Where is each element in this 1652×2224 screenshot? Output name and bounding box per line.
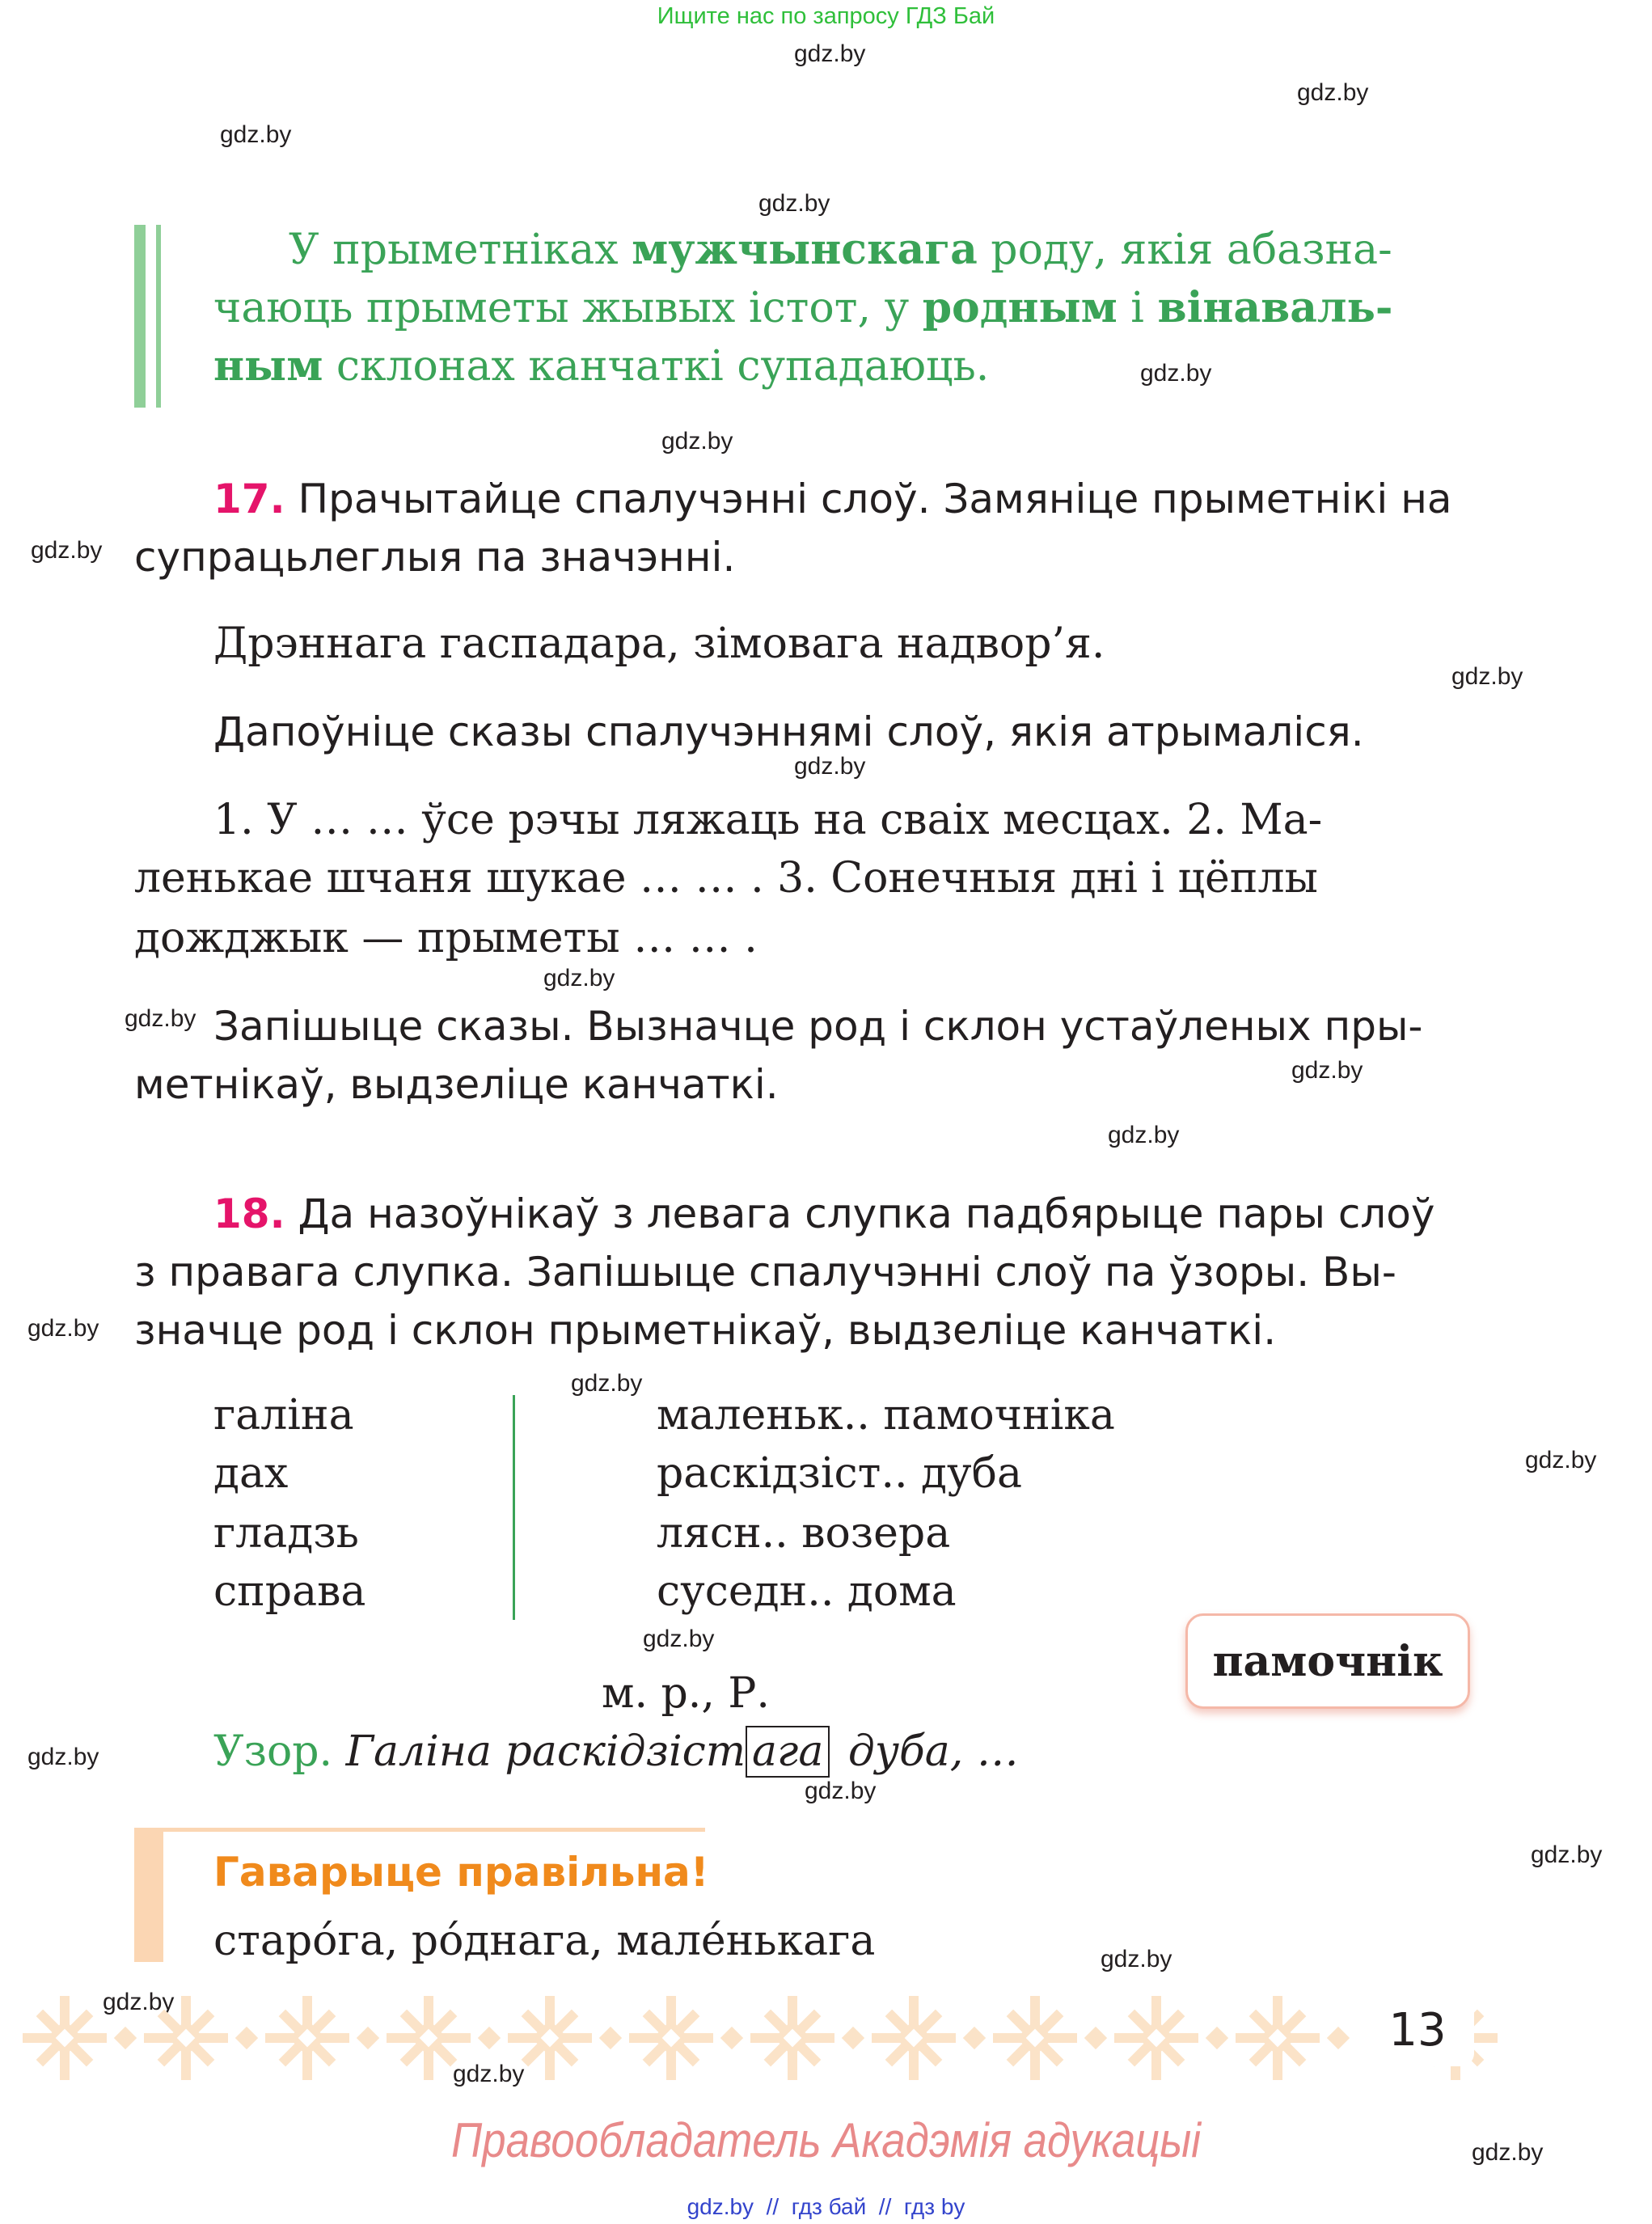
ornament-flake: [629, 1996, 713, 2080]
ornament-flake: [993, 1996, 1077, 2080]
right-column-word: суседн.. дома: [657, 1567, 957, 1616]
watermark: gdz.by: [1451, 663, 1523, 690]
speak-box-top-line: [134, 1828, 705, 1832]
ex17-sentence-line-3: дожджык — прыметы … … .: [134, 914, 758, 962]
watermark: gdz.by: [103, 1989, 175, 2015]
watermark: gdz.by: [1140, 360, 1212, 387]
left-column-word: справа: [213, 1567, 366, 1616]
watermark: gdz.by: [125, 1005, 196, 1032]
ornament-diamond: [963, 2027, 986, 2049]
watermark: gdz.by: [31, 537, 103, 564]
ornament-diamond: [114, 2027, 137, 2049]
ex17-final-line-1: Запішыце сказы. Вызначце род і склон устаўленых пры-: [213, 1003, 1423, 1050]
right-column-word: раскідзіст.. дуба: [657, 1449, 1022, 1498]
ex17-sentence-line-1: 1. У … … ўсе рэчы ляжаць на сваіх месцах. 2. Ма-: [213, 796, 1323, 844]
rule-bar-outer: [134, 225, 146, 408]
ex17-phrases: Дрэннага гаспадара, зімовага надвор’я.: [213, 619, 1105, 668]
watermark: gdz.by: [27, 1744, 99, 1770]
watermark: gdz.by: [758, 190, 830, 217]
pattern-annotation: м. р., Р.: [602, 1669, 770, 1718]
watermark: gdz.by: [543, 965, 615, 991]
right-column-word: лясн.. возера: [657, 1509, 951, 1558]
ornament-diamond: [1084, 2027, 1107, 2049]
right-column-word: маленьк.. памочніка: [657, 1391, 1115, 1440]
page-number-box: [1361, 1994, 1474, 2066]
ornament-diamond: [357, 2027, 379, 2049]
watermark: gdz.by: [661, 428, 733, 455]
watermark: gdz.by: [1297, 79, 1369, 106]
ornament-diamond: [599, 2027, 622, 2049]
ornament-flake: [1236, 1996, 1320, 2080]
watermark: gdz.by: [1291, 1057, 1363, 1084]
ornament-flake: [144, 1996, 228, 2080]
ornament-diamond: [720, 2027, 743, 2049]
watermark: gdz.by: [1525, 1447, 1597, 1474]
watermark: gdz.by: [794, 753, 866, 780]
watermark: gdz.by: [453, 2061, 525, 2087]
ornament-diamond: [842, 2027, 864, 2049]
speak-title: Гаварыце правільна!: [213, 1849, 709, 1896]
watermark: gdz.by: [1108, 1122, 1180, 1148]
ornament-flake: [1114, 1996, 1198, 2080]
pattern-line: Узор. Галіна раскідзіст ага дуба, …: [213, 1727, 1019, 1776]
footer-links[interactable]: gdz.by // гдз бай // гдз by: [687, 2194, 965, 2219]
helper-button[interactable]: [1185, 1613, 1470, 1709]
watermark: gdz.by: [1531, 1841, 1603, 1868]
pattern-label: Узор.: [213, 1727, 333, 1776]
watermark: gdz.by: [27, 1315, 99, 1342]
ornament-diamond: [1327, 2027, 1350, 2049]
rule-text-line-3: ным склонах канчаткі супадаюць.: [213, 341, 990, 391]
left-column-word: галіна: [213, 1391, 354, 1440]
ornament-diamond: [235, 2027, 258, 2049]
ornament-flake: [265, 1996, 349, 2080]
rule-text-line-2: чаюць прыметы жывых істот, у родным і вінаваль-: [213, 283, 1393, 332]
watermark: gdz.by: [1101, 1946, 1172, 1972]
copyright: Правообладатель Акадэмія адукацыі: [450, 2113, 1202, 2167]
watermark: gdz.by: [220, 121, 292, 148]
ornament-flake: [23, 1996, 107, 2080]
ornament-flake: [508, 1996, 592, 2080]
ex17-task-line-1: 17. Прачытайце спалучэнні слоў. Замяніце прыметнікі на: [213, 476, 1452, 522]
rule-bar-inner: [156, 225, 161, 408]
page-number: 13: [1388, 2003, 1447, 2057]
rule-text-line-1: У прыметніках мужчынскага роду, якія абазна-: [289, 225, 1392, 274]
watermark: gdz.by: [643, 1626, 715, 1652]
ornament-flake: [750, 1996, 834, 2080]
watermark: gdz.by: [1472, 2139, 1544, 2166]
speak-words: старо́га, ро́днага, мале́нькага: [213, 1917, 876, 1965]
ex18-task-line-2: з правага слупка. Запішыце спалучэнні слоў па ўзоры. Вы-: [134, 1249, 1396, 1296]
ending-box: ага: [746, 1726, 830, 1778]
ex17-sentence-line-2: ленькае шчаня шукае … … . 3. Сонечныя дні і цёплы: [134, 854, 1318, 903]
ex18-task-line-3: значце род і склон прыметнікаў, выдзеліце канчаткі.: [134, 1307, 1277, 1354]
ornament-diamond: [478, 2027, 501, 2049]
watermark: gdz.by: [794, 40, 866, 67]
ex18-task-line-1: 18. Да назоўнікаў з левага слупка падбярыце пары слоў: [213, 1190, 1435, 1237]
helper-label: памочнік: [1212, 1636, 1443, 1686]
left-column-word: гладзь: [213, 1509, 359, 1558]
ex17-instruction: Дапоўніце сказы спалучэннямі слоў, якія атрымаліся.: [213, 708, 1364, 755]
ex17-task-line-2: супрацьлеглыя па значэнні.: [134, 534, 736, 581]
watermark: gdz.by: [805, 1778, 877, 1804]
ex17-final-line-2: метнікаў, выдзеліце канчаткі.: [134, 1061, 779, 1108]
ornament-flake: [387, 1996, 471, 2080]
ex17-number: 17.: [213, 476, 285, 522]
ornament-diamond: [1206, 2027, 1228, 2049]
search-hint[interactable]: Ищите нас по запросу ГДЗ Бай: [657, 3, 995, 29]
ex18-number: 18.: [213, 1190, 285, 1237]
column-divider: [513, 1395, 515, 1620]
ornament-strip: [16, 1985, 1504, 2091]
left-column-word: дах: [213, 1449, 289, 1498]
ornament-flake: [872, 1996, 956, 2080]
watermark: gdz.by: [571, 1370, 643, 1397]
speak-box-bar: [134, 1828, 163, 1962]
